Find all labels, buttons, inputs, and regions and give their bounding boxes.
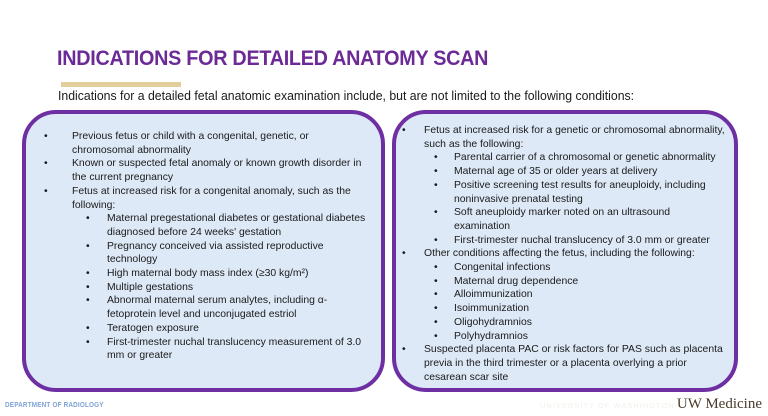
sub-list-item: • Parental carrier of a chromosomal or genetic abnormality bbox=[428, 151, 726, 165]
list-item: • Known or suspected fetal anomaly or known growth disorder in the current pregnancy bbox=[44, 157, 371, 184]
slide-title: INDICATIONS FOR DETAILED ANATOMY SCAN bbox=[57, 46, 489, 70]
sub-list-item: • Maternal drug dependence bbox=[428, 275, 726, 289]
sub-list-item: • High maternal body mass index (≥30 kg/m²) bbox=[80, 267, 371, 281]
sub-list-item: • First-trimester nuchal translucency of 3.0 mm or greater bbox=[428, 234, 726, 248]
sub-list-item: • Pregnancy conceived via assisted reproductive technology bbox=[80, 240, 371, 267]
sub-list-item: • Maternal age of 35 or older years at delivery bbox=[428, 165, 726, 179]
title-accent-bar bbox=[61, 82, 181, 87]
left-indications-box bbox=[22, 110, 385, 392]
list-item: • Fetus at increased risk for a congenital anomaly, such as the following: • Maternal pregestational diabetes or gestational diabetes diagnosed before 24 weeks' gestation • Pregnancy conceived via assisted reproductive technology • High maternal body mass index (≥30 kg/m²) • Multiple gestations • Abnormal maternal serum analytes, including α-fetoprotein level and unconjugated estriol • Teratogen exposure • First-trimester nuchal translucency measurement of 3.0 mm or greater bbox=[44, 185, 371, 363]
sub-list bbox=[424, 261, 726, 343]
uw-medicine-logo: UW Medicine bbox=[676, 396, 762, 412]
list-item: • Other conditions affecting the fetus, including the following: • Congenital infections • Maternal drug dependence • Alloimmunization • Isoimmunization • Oligohydramnios • Polyhydramnios bbox=[402, 247, 726, 343]
sub-list-item: • Abnormal maternal serum analytes, including α-fetoprotein level and unconjugated estriol bbox=[80, 294, 371, 321]
list-item: • Suspected placenta PAC or risk factors for PAS such as placenta previa in the third trimester or a placenta overlying a prior cesarean scar site bbox=[402, 343, 726, 384]
university-label: UNIVERSITY OF WASHINGTON bbox=[540, 401, 675, 410]
list-item: • Previous fetus or child with a congenital, genetic, or chromosomal abnormality bbox=[44, 130, 371, 157]
sub-list-item: • Alloimmunization bbox=[428, 288, 726, 302]
right-indications-box bbox=[392, 110, 738, 392]
department-label: DEPARTMENT OF RADIOLOGY bbox=[5, 400, 104, 409]
sub-list-item: • Oligohydramnios bbox=[428, 316, 726, 330]
sub-list-item: • Maternal pregestational diabetes or gestational diabetes diagnosed before 24 weeks' gestation bbox=[80, 212, 371, 239]
slide-subtitle: Indications for a detailed fetal anatomic examination include, but are not limited to the following conditions: bbox=[58, 88, 635, 103]
sub-list-item: • Soft aneuploidy marker noted on an ultrasound examination bbox=[428, 206, 726, 233]
sub-list-item: • Multiple gestations bbox=[80, 281, 371, 295]
sub-list bbox=[72, 212, 371, 363]
sub-list bbox=[424, 151, 726, 247]
sub-list-item: • Congenital infections bbox=[428, 261, 726, 275]
list-item: • Fetus at increased risk for a genetic or chromosomal abnormality, such as the following: • Parental carrier of a chromosomal or genetic abnormality • Maternal age of 35 or older years at delivery • Positive screening test results for aneuploidy, including noninvasive prenatal testing • Soft aneuploidy marker noted on an ultrasound examination • First-trimester nuchal translucency of 3.0 mm or greater bbox=[402, 124, 726, 247]
sub-list-item: • Isoimmunization bbox=[428, 302, 726, 316]
sub-list-item: • First-trimester nuchal translucency measurement of 3.0 mm or greater bbox=[80, 336, 371, 363]
sub-list-item: • Positive screening test results for aneuploidy, including noninvasive prenatal testing bbox=[428, 179, 726, 206]
sub-list-item: • Teratogen exposure bbox=[80, 322, 371, 336]
sub-list-item: • Polyhydramnios bbox=[428, 330, 726, 344]
